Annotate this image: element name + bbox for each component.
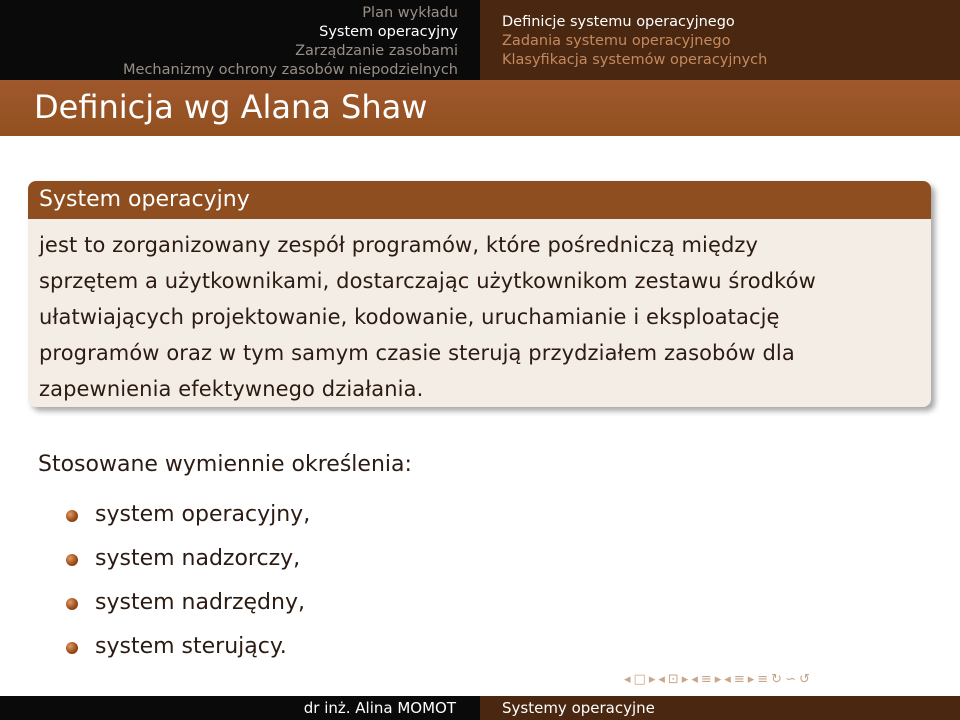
next-slide-icon[interactable]: ▸	[648, 672, 656, 687]
definition-line: programów oraz w tym samym czasie sterują przydziałem zasobów dla	[39, 341, 795, 365]
list-item	[66, 497, 310, 541]
prev-frame-icon[interactable]: ◂	[658, 672, 665, 687]
list-item-text: system nadrzędny,	[95, 590, 305, 615]
back-icon[interactable]: ↻	[771, 672, 783, 687]
next-frame-icon[interactable]: ▸	[681, 672, 689, 687]
prev-section-icon[interactable]: ◂	[724, 672, 731, 687]
block-body	[28, 219, 931, 407]
frame-title: Definicja wg Alana Shaw	[34, 88, 428, 126]
bullet-ball-icon	[66, 642, 78, 654]
search-icon[interactable]: ∽	[785, 672, 796, 687]
section-nav	[0, 0, 480, 80]
next-section-icon[interactable]: ▸	[747, 672, 755, 687]
footer-author: dr inż. Alina MOMOT	[0, 696, 480, 720]
bullet-ball-icon	[66, 510, 78, 522]
frame-icon[interactable]: ⊡	[667, 672, 679, 687]
slide-icon[interactable]: □	[633, 672, 646, 687]
nav-section-plan[interactable]: Plan wykładu	[362, 5, 458, 21]
nav-subsection-tasks[interactable]: Zadania systemu operacyjnego	[502, 33, 731, 49]
definition-block	[28, 181, 931, 407]
subsection-nav	[480, 0, 960, 80]
nav-section-resources[interactable]: Zarządzanie zasobami	[295, 43, 458, 59]
prev-subsection-icon[interactable]: ◂	[691, 672, 698, 687]
nav-subsection-classification[interactable]: Klasyfikacja systemów operacyjnych	[502, 52, 768, 68]
top-navigation	[0, 0, 960, 80]
nav-subsection-definitions[interactable]: Definicje systemu operacyjnego	[502, 14, 735, 30]
prev-slide-icon[interactable]: ◂	[624, 672, 631, 687]
block-title: System operacyjny	[28, 181, 931, 219]
nav-section-system[interactable]: System operacyjny	[319, 24, 458, 40]
list-item-text: system sterujący.	[95, 634, 287, 659]
frame-title-bar	[0, 80, 960, 136]
definition-line: jest to zorganizowany zespół programów, które pośredniczą między	[39, 233, 759, 257]
definition-line: ułatwiających projektowanie, kodowanie, uruchamianie i eksploatację	[39, 305, 780, 329]
bullet-ball-icon	[66, 598, 78, 610]
next-subsection-icon[interactable]: ▸	[714, 672, 722, 687]
bullet-ball-icon	[66, 554, 78, 566]
section-icon[interactable]: ≡	[733, 672, 745, 687]
synonyms-intro: Stosowane wymiennie określenia:	[38, 452, 412, 477]
list-item	[66, 585, 310, 629]
list-item-text: system nadzorczy,	[95, 546, 301, 571]
synonyms-list	[66, 497, 310, 673]
document-icon[interactable]: ≡	[757, 672, 769, 687]
list-item	[66, 629, 310, 673]
subsection-icon[interactable]: ≡	[700, 672, 712, 687]
footer-title: Systemy operacyjne	[480, 696, 960, 720]
definition-line: sprzętem a użytkownikami, dostarczając użytkownikom zestawu środków	[39, 269, 816, 293]
list-item-text: system operacyjny,	[95, 502, 311, 527]
list-item	[66, 541, 310, 585]
nav-section-protection[interactable]: Mechanizmy ochrony zasobów niepodzielnych	[123, 62, 458, 78]
beamer-navigation-symbols	[624, 671, 810, 689]
definition-line: zapewnienia efektywnego działania.	[39, 377, 424, 401]
footer	[0, 696, 960, 720]
forward-icon[interactable]: ↺	[798, 672, 810, 687]
